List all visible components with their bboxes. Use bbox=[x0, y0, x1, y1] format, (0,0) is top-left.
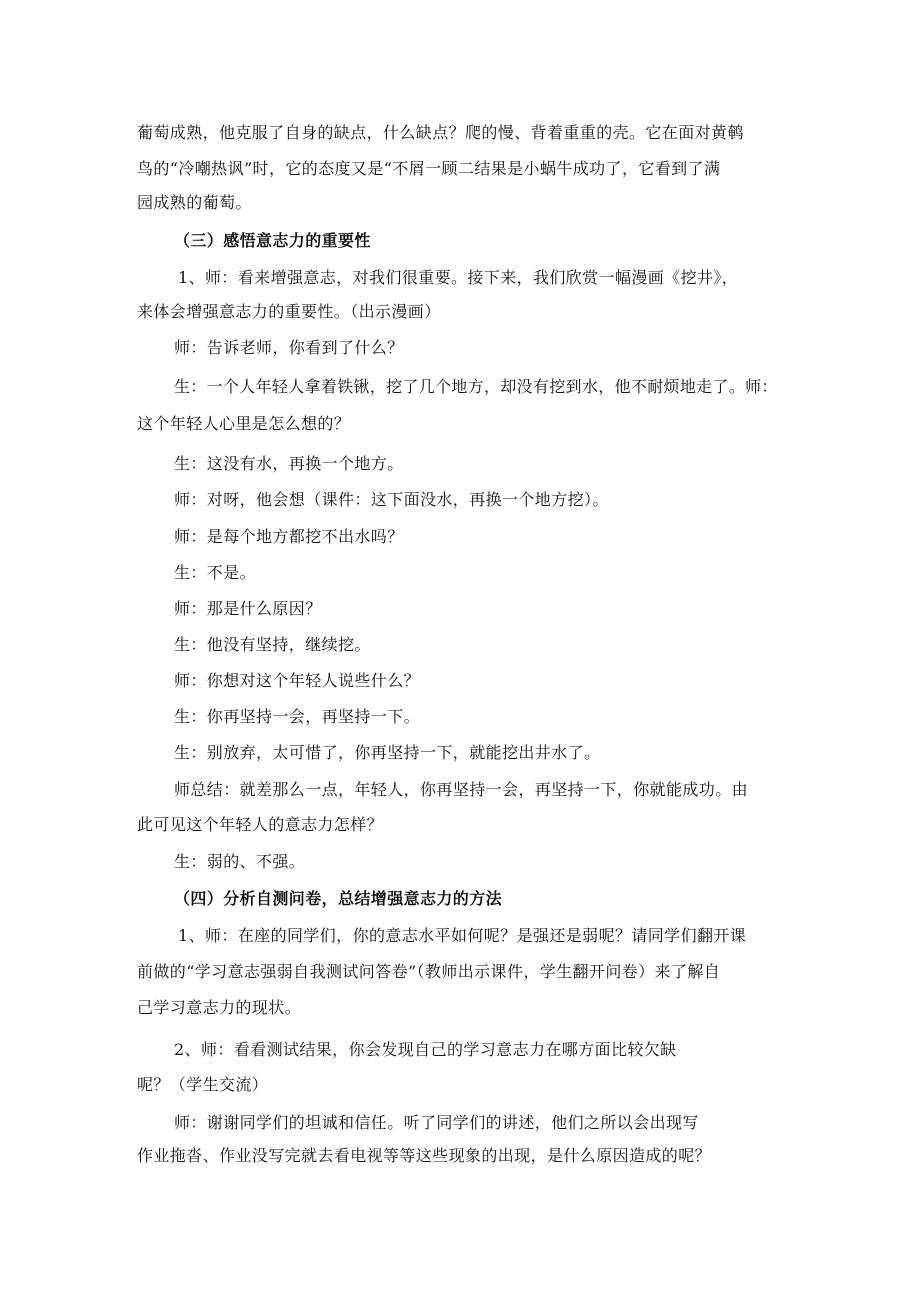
paragraph-line: 作业拖沓、作业没写完就去看电视等等这些现象的出现，是什么原因造成的呢？ bbox=[137, 1146, 712, 1165]
paragraph-line: 此可见这个年轻人的意志力怎样？ bbox=[137, 815, 384, 834]
dialogue-line: 生：你再坚持一会，再坚持一下。 bbox=[174, 707, 421, 726]
dialogue-line: 师：对呀，他会想（课件：这下面没水，再换一个地方挖）。 bbox=[174, 490, 609, 509]
paragraph-line: 己学习意志力的现状。 bbox=[137, 998, 302, 1017]
dialogue-line: 师总结：就差那么一点，年轻人，你再坚持一会，再坚持一下，你就能成功。由 bbox=[174, 780, 749, 799]
section-heading: （三）感悟意志力的重要性 bbox=[174, 231, 371, 250]
paragraph-line: 1、师：看来增强意志，对我们很重要。接下来，我们欣赏一幅漫画《挖井》， bbox=[178, 268, 739, 287]
dialogue-line: 生：弱的、不强。 bbox=[174, 852, 306, 871]
paragraph-line: 鸟的“冷嘲热讽”时，它的态度又是“不屑一顾二结果是小蜗牛成功了，它看到了满 bbox=[137, 159, 721, 178]
paragraph-line: 2、师：看看测试结果，你会发现自己的学习意志力在哪方面比较欠缺 bbox=[174, 1040, 677, 1059]
dialogue-line: 师：是每个地方都挖不出水吗？ bbox=[174, 527, 404, 546]
dialogue-line: 师：告诉老师，你看到了什么？ bbox=[174, 338, 404, 357]
paragraph-line: 园成熟的葡萄。 bbox=[137, 193, 252, 212]
paragraph-line: 葡萄成熟，他克服了自身的缺点，什么缺点？爬的慢、背着重重的壳。它在面对黄鹌 bbox=[137, 123, 744, 142]
section-heading: （四）分析自测问卷，总结增强意志力的方法 bbox=[174, 889, 503, 908]
dialogue-line: 生：这没有水，再换一个地方。 bbox=[174, 454, 404, 473]
paragraph-line: 1、师：在座的同学们，你的意志水平如何呢？是强还是弱呢？请同学们翻开课 bbox=[178, 926, 747, 945]
paragraph-line: 来体会增强意志力的重要性。（出示漫画） bbox=[137, 302, 441, 321]
dialogue-line: 生：别放弃，太可惜了，你再坚持一下，就能挖出井水了。 bbox=[174, 743, 601, 762]
dialogue-line: 师：那是什么原因？ bbox=[174, 599, 322, 618]
paragraph-line: 前做的“学习意志强弱自我测试问答卷”（教师出示课件，学生翻开问卷）来了解自 bbox=[137, 962, 721, 981]
dialogue-line: 生：一个人年轻人拿着铁锹，挖了几个地方，却没有挖到水，他不耐烦地走了。师： bbox=[174, 377, 778, 396]
dialogue-line: 师：你想对这个年轻人说些什么？ bbox=[174, 671, 421, 690]
paragraph-line: 这个年轻人心里是怎么想的？ bbox=[137, 414, 351, 433]
dialogue-line: 师：谢谢同学们的坦诚和信任。听了同学们的讲述，他们之所以会出现写 bbox=[174, 1113, 699, 1132]
dialogue-line: 生：不是。 bbox=[174, 563, 257, 582]
paragraph-line: 呢？（学生交流） bbox=[137, 1075, 269, 1094]
dialogue-line: 生：他没有坚持，继续挖。 bbox=[174, 635, 371, 654]
